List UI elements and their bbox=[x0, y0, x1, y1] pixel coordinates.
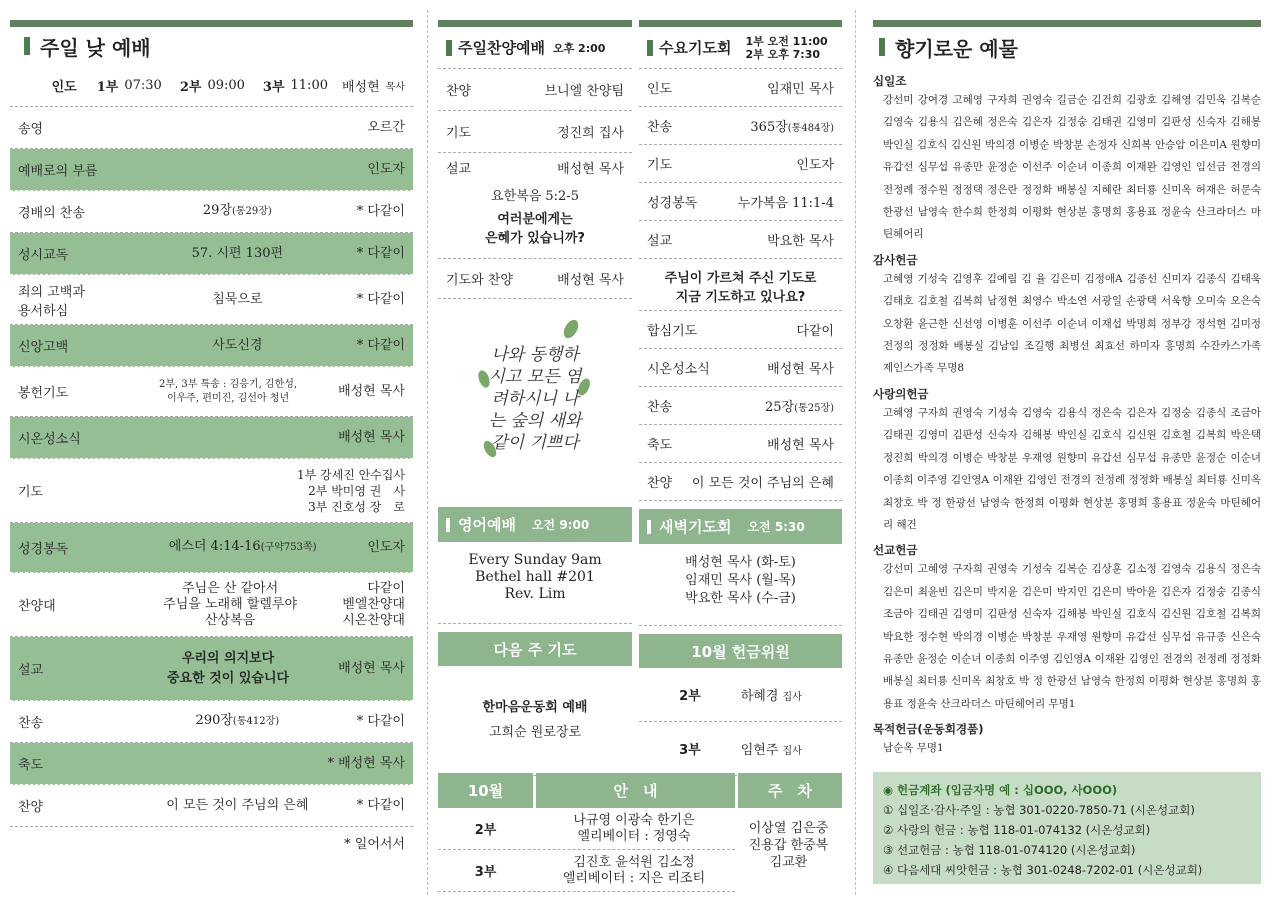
dawn-prayer-header: 새벽기도회 오전 5:30 bbox=[639, 509, 842, 544]
guide-part: 2부 bbox=[474, 823, 497, 838]
offering-names: 고혜영 구자희 권영숙 기성숙 김영숙 김용식 정은숙 김은자 김정숭 김종식 조금아 김태권 김영미 김판성 신숙자 김해봉 박인실 김호식 김신원 김호철 김복희 박은택 정진희 박의경 이병순 박창분 우재영 원향미 유갑선 심무섭 유종만 윤정순 이순녀 이종희 이주영 김인영A 이재완 김영인 전경의 전정례 정정화 배봉실 최터룡 신미옥 최창호 박 정 한광선 남영숙 한정희 이평화 현상분 홍명희 홍용표 정윤숙 마틴헤어리 해건 bbox=[883, 406, 1261, 531]
offering-names: 강선미 고혜영 구자희 권영숙 기성숙 김복순 김상훈 김소정 김영숙 김용식 정은숙 김은미 최윤빈 김은미 박지윤 김은미 박지민 김은미 박아윤 김은자 김정숭 김종식 조금아 김태권 김영미 김판성 신숙자 김해봉 박인실 김호식 김신원 김호철 김복희 박요한 정수현 박의경 이병순 박창분 우재영 원향미 유갑선 심무섭 유규종 신은숙 유종만 윤정순 이순녀 이종희 이주영 김인영A 이재완 김영인 전경의 전정례 정정화 배봉실 최터룡 신미옥 최창호 박 정 한광선 남영숙 한정희 이평화 현상분 홍명희 홍용표 정윤숙 산크라더스 마틴헤어리 무명1 bbox=[883, 563, 1261, 710]
dawn-line: 임재민 목사 (월-목) bbox=[685, 573, 796, 588]
row-leader: 인도자 bbox=[796, 158, 834, 173]
offering-section-title: 감사헌금 bbox=[873, 252, 918, 267]
row-leader: 정진희 집사 bbox=[557, 126, 624, 141]
committee-part: 2부 bbox=[679, 689, 701, 704]
committee-name: 임현주 집사 bbox=[740, 743, 802, 758]
wednesday-row bbox=[639, 145, 842, 183]
english-line: Bethel hall #201 bbox=[475, 569, 595, 585]
row-leader: 배성현 목사 bbox=[557, 161, 624, 177]
row-label: 설교 bbox=[647, 234, 673, 249]
row-label: 봉헌기도 bbox=[18, 386, 69, 401]
title-marker-icon bbox=[446, 518, 450, 532]
row-content-sub: (구약753쪽) bbox=[260, 542, 317, 553]
worship-row bbox=[10, 417, 413, 459]
worship-row bbox=[10, 573, 413, 637]
wednesday-row bbox=[639, 387, 842, 425]
row-leader: 배성현 목사 bbox=[338, 429, 405, 445]
wednesday-row bbox=[639, 463, 842, 501]
dawn-prayer-info bbox=[639, 544, 842, 626]
row-leader: 1부 강세진 안수집사 2부 박미영 권 사 3부 진호성 장 로 bbox=[296, 467, 405, 514]
worship-row bbox=[10, 149, 413, 191]
wednesday-column bbox=[639, 0, 842, 905]
row-label: 죄의 고백과 용서하심 bbox=[18, 284, 85, 319]
dawn-line: 박요한 목사 (수-금) bbox=[685, 591, 796, 606]
offering-committee-list bbox=[639, 668, 842, 776]
row-leader: 오르간 bbox=[367, 119, 405, 135]
order-of-worship bbox=[10, 107, 413, 827]
wednesday-sermon-title: 주님이 가르쳐 주신 기도로 지금 기도하고 있나요? bbox=[639, 259, 842, 311]
next-prayer-info: 한마음운동회 예배 고희순 원로장로 bbox=[438, 666, 632, 776]
row-label: 성경봉독 bbox=[18, 542, 69, 557]
row-leader: * 다같이 bbox=[356, 203, 405, 219]
offering-names: 강선미 강여경 고혜영 구자희 권영숙 길금순 김건희 김광호 김해영 김민욱 김복순 김영숙 김용식 김은혜 정은숙 김은자 김정숭 김태권 김영미 김판성 신숙자 김해봉 박인실 김호식 김신원 박의경 이병순 박창분 손정자 신희복 안승암 이은미A 원향미 유갑선 심무섭 유종만 윤정순 이선주 이순녀 이종희 이재완 김영인 임선금 전경의 전정례 정수원 정정택 정은란 정정화 배봉실 지혜란 최터룡 신미옥 허재은 허문숙 한광선 남영숙 한수희 한정희 이평화 현상분 홍명희 홍용표 정윤숙 산크라더스 마틴헤어리 bbox=[883, 94, 1261, 241]
row-label: 설교 bbox=[18, 663, 44, 678]
title-marker-icon bbox=[647, 40, 653, 56]
row-label: 성경봉독 bbox=[647, 196, 698, 211]
offerings-column bbox=[873, 0, 1261, 905]
guide-row bbox=[438, 850, 735, 892]
row-leader: 브니엘 찬양팀 bbox=[544, 84, 624, 99]
row-label: 기도 bbox=[647, 158, 673, 173]
praise-row bbox=[438, 153, 632, 181]
committee-title: 집사 bbox=[782, 746, 802, 757]
praise-last-row: 기도와 찬양 배성현 목사 bbox=[438, 259, 632, 299]
row-leader: 배성현 목사 bbox=[767, 438, 834, 453]
row-leader: 임재민 목사 bbox=[767, 82, 834, 97]
wednesday-row bbox=[639, 69, 842, 107]
row-leader-sub: (통25장) bbox=[794, 403, 834, 414]
row-label: 합심기도 bbox=[647, 324, 698, 339]
offering-section-title: 사랑의헌금 bbox=[873, 386, 929, 401]
wednesday-row bbox=[639, 221, 842, 259]
worship-row bbox=[10, 325, 413, 367]
row-leader: 인도자 bbox=[367, 161, 405, 177]
row-leader: 배성현 목사 bbox=[767, 362, 834, 377]
row-label: 찬양 bbox=[18, 800, 44, 815]
english-line: Rev. Lim bbox=[504, 586, 566, 602]
sunday-service-column bbox=[10, 0, 413, 905]
row-label: 시온성소식 bbox=[18, 432, 81, 447]
row-label: 찬송 bbox=[18, 716, 44, 731]
wednesday-row bbox=[639, 349, 842, 387]
service-times: 인도 1부 07:30 2부 09:00 3부 11:00 배성현 목사 bbox=[10, 65, 413, 107]
guide-header: 10월 안 내 주 차 bbox=[438, 773, 842, 808]
parking-volunteers: 이상열 김은중 진용갑 한중복 김교환 bbox=[748, 821, 829, 870]
worship-row bbox=[10, 523, 413, 573]
wednesday-order-2 bbox=[639, 311, 842, 501]
worship-row bbox=[10, 191, 413, 233]
row-leader: 박요한 목사 bbox=[767, 234, 834, 249]
offering-section-title: 선교헌금 bbox=[873, 543, 918, 558]
wednesday-row bbox=[639, 311, 842, 349]
account-line: ② 사랑의 헌금 : 농협 118-01-074132 (시온성교회) bbox=[883, 823, 1151, 837]
calligraphy-art: 나와 동행하시고 모든 염려하시니 나는 숲의 새와 같이 기쁘다 bbox=[438, 299, 632, 499]
guide-row bbox=[438, 808, 735, 850]
english-service-info bbox=[438, 542, 632, 624]
committee-part: 3부 bbox=[679, 743, 701, 758]
wednesday-title: 수요기도회 1부 오전 11:00 2부 오후 7:30 bbox=[639, 27, 842, 69]
worship-row bbox=[10, 275, 413, 325]
committee-row bbox=[639, 722, 842, 776]
title-marker-icon bbox=[24, 37, 30, 55]
row-leader: 365장(통484장) bbox=[750, 120, 834, 135]
row-label: 기도 bbox=[446, 126, 472, 141]
row-content: 57. 시편 130편 bbox=[191, 245, 284, 261]
row-label: 경배의 찬송 bbox=[18, 206, 85, 221]
sunday-service-title: 주일 낮 예배 bbox=[10, 27, 413, 65]
row-content: 사도신경 bbox=[212, 337, 263, 353]
guide-volunteers: 나규영 이광숙 한기은 엘리베이터 : 정영숙 bbox=[573, 812, 695, 844]
wednesday-order bbox=[639, 69, 842, 259]
divider bbox=[855, 10, 856, 895]
row-leader: 다같이 bbox=[796, 324, 834, 339]
title-marker-icon bbox=[879, 38, 885, 56]
offering-section-title: 목적헌금(운동회경품) bbox=[873, 722, 984, 737]
row-label: 찬송 bbox=[647, 120, 673, 135]
worship-row bbox=[10, 233, 413, 275]
row-label: 축도 bbox=[18, 758, 44, 773]
row-content: 에스더 4:14-16(구약753쪽) bbox=[168, 539, 317, 554]
account-line: ④ 다음세대 씨앗헌금 : 농협 301-0248-7202-01 (시온성교회) bbox=[883, 863, 1203, 877]
row-leader-sub: (통484장) bbox=[787, 123, 834, 134]
next-prayer-header: 다음 주 기도 bbox=[438, 632, 632, 666]
row-leader: 다같이 벧엘찬양대 시온찬양대 bbox=[342, 580, 405, 628]
wednesday-row bbox=[639, 107, 842, 145]
offering-lists bbox=[873, 73, 1261, 760]
title-marker-icon bbox=[446, 40, 452, 56]
row-leader: 이 모든 것이 주님의 은혜 bbox=[691, 476, 834, 491]
account-line: ③ 선교헌금 : 농협 118-01-074120 (시온성교회) bbox=[883, 843, 1136, 857]
row-content: 290장(통412장) bbox=[195, 713, 280, 728]
row-label: 시온성소식 bbox=[647, 362, 710, 377]
praise-order bbox=[438, 69, 632, 181]
praise-sermon: 요한복음 5:2-5 여러분에게는 은혜가 있습니까? bbox=[438, 181, 632, 259]
committee-row bbox=[639, 668, 842, 722]
row-label: 인도 bbox=[647, 82, 673, 97]
row-content: 2부, 3부 특송 : 김응기, 김한성, 이우주, 편미진, 김선아 청년 bbox=[158, 378, 298, 404]
praise-service-column bbox=[438, 0, 632, 905]
row-label: 설교 bbox=[446, 161, 472, 177]
row-leader: * 다같이 bbox=[356, 291, 405, 307]
row-content-sub: (통29장) bbox=[231, 206, 272, 217]
guide-table bbox=[438, 773, 842, 892]
guide-part: 3부 bbox=[474, 865, 497, 880]
row-label: 송영 bbox=[18, 122, 44, 137]
top-bar bbox=[873, 20, 1261, 27]
dawn-line: 배성현 목사 (화-토) bbox=[685, 555, 796, 570]
english-line: Every Sunday 9am bbox=[468, 552, 602, 568]
top-bar bbox=[438, 20, 632, 27]
row-label: 축도 bbox=[647, 438, 673, 453]
worship-row bbox=[10, 637, 413, 701]
row-leader: 인도자 bbox=[367, 539, 405, 555]
row-label: 찬송 bbox=[647, 400, 673, 415]
row-content: 침묵으로 bbox=[212, 291, 263, 307]
row-leader: * 다같이 bbox=[356, 337, 405, 353]
worship-row bbox=[10, 107, 413, 149]
wednesday-row bbox=[639, 183, 842, 221]
row-content: 이 모든 것이 주님의 은혜 bbox=[166, 797, 309, 813]
row-content-sub: (통412장) bbox=[232, 716, 280, 727]
guide-volunteers: 김진호 윤석원 김소정 엘리베이터 : 지은 리조티 bbox=[562, 854, 706, 886]
row-leader: 누가복음 11:1-4 bbox=[737, 196, 834, 211]
wednesday-row bbox=[639, 425, 842, 463]
row-content: 주님은 산 같아서 주님을 노래해 할렐루야 산상복음 bbox=[163, 580, 298, 628]
row-content: 29장(통29장) bbox=[202, 203, 272, 218]
committee-name: 하혜경 집사 bbox=[740, 689, 802, 704]
row-label: 성시교독 bbox=[18, 248, 69, 263]
footnote: * 일어서서 bbox=[344, 837, 405, 852]
row-leader: 배성현 목사 bbox=[338, 660, 405, 676]
row-leader: 25장(통25장) bbox=[765, 400, 834, 415]
worship-row bbox=[10, 785, 413, 827]
offering-section-title: 십일조 bbox=[873, 74, 907, 88]
offering-names: 남순옥 무명1 bbox=[883, 742, 944, 755]
worship-row bbox=[10, 459, 413, 523]
row-content: 우리의 의지보다 중요한 것이 있습니다 bbox=[166, 650, 290, 686]
row-label: 신앙고백 bbox=[18, 340, 69, 355]
row-leader: * 배성현 목사 bbox=[327, 755, 405, 771]
divider bbox=[427, 10, 428, 895]
row-label: 기도 bbox=[18, 485, 44, 500]
top-bar bbox=[10, 20, 413, 27]
offerings-title: 향기로운 예물 bbox=[873, 27, 1261, 67]
praise-row bbox=[438, 111, 632, 153]
account-box: ◉ 헌금계좌 (입금자명 예 : 십OOO, 사OOO) ① 십일조·감사·주일 : 농협 301-0220-7850-71 (시온성교회) ② 사랑의 헌금 : 농협 118-01-074132 (시온성교회) ③ 선교헌금 : 농협 118-01-074120 (시온성교회) ④ 다음세대 씨앗헌금 : 농협 301-0248-7202-01 (시온성교회) bbox=[873, 772, 1261, 884]
worship-row bbox=[10, 743, 413, 785]
praise-row bbox=[438, 69, 632, 111]
row-label: 찬양 bbox=[647, 476, 673, 491]
praise-title: 주일찬양예배 오후 2:00 bbox=[438, 27, 632, 69]
row-leader: * 다같이 bbox=[356, 245, 405, 261]
row-label: 찬양 bbox=[446, 84, 472, 99]
account-line: ① 십일조·감사·주일 : 농협 301-0220-7850-71 (시온성교회) bbox=[883, 803, 1195, 817]
english-service-header: 영어예배 오전 9:00 bbox=[438, 507, 632, 542]
row-leader: 배성현 목사 bbox=[338, 383, 405, 399]
offering-names: 고혜영 기성숙 김영후 김예림 김 율 김은미 김정애A 김종선 신미자 김종식 김태욱 김태호 김호철 김복희 남정현 최영수 박소연 서광일 손광택 서욱향 오미숙 오은숙 오창환 윤근한 신선영 이병훈 이선주 이순녀 이재섭 박명희 정부강 정석현 김미정 전정의 정정화 배봉실 김남임 조길행 최병선 최효선 하미자 홍명희 수잔카스가족 제인스가족 무명8 bbox=[883, 272, 1261, 375]
worship-row bbox=[10, 367, 413, 417]
worship-row bbox=[10, 701, 413, 743]
offering-committee-header: 10월 헌금위원 bbox=[639, 634, 842, 668]
top-bar bbox=[639, 20, 842, 27]
row-label: 예배로의 부름 bbox=[18, 164, 98, 179]
row-leader: * 다같이 bbox=[356, 797, 405, 813]
title-marker-icon bbox=[647, 520, 651, 534]
committee-title: 집사 bbox=[782, 692, 802, 703]
row-leader: * 다같이 bbox=[356, 713, 405, 729]
row-label: 찬양대 bbox=[18, 599, 56, 614]
